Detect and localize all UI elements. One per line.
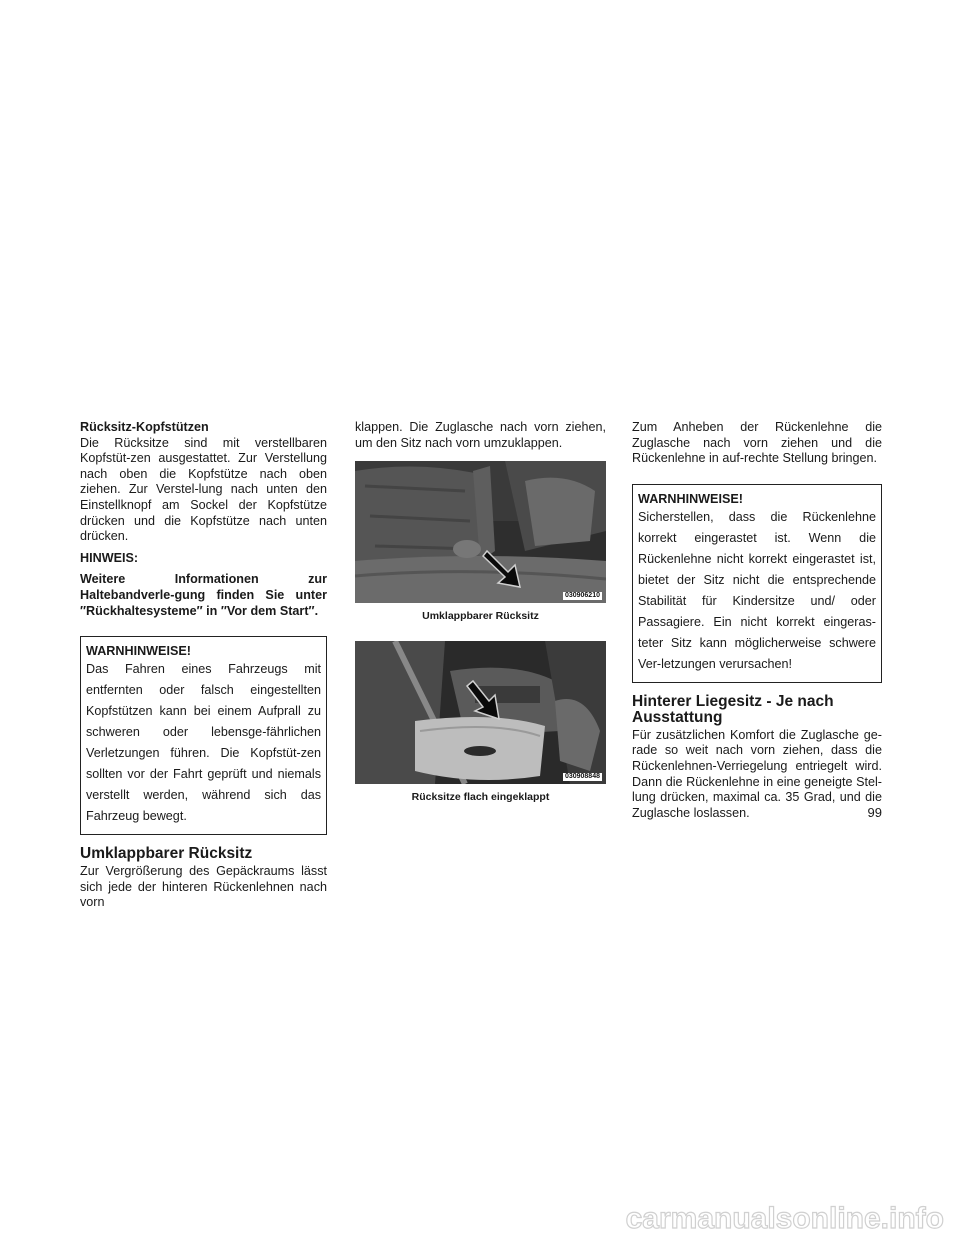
image-code: 030906210 [564, 592, 600, 600]
warning-text: Das Fahren eines Fahrzeugs mit entfernten oder falsch eingestellten Kopfstützen kann bei einem Aufprall zu schweren oder lebensge-fährlichen Verletzungen führen. Die Kopfstüt-zen sollten vor der Fahrt geprüft und niemals verstellt werden, während sich das Fahrzeug bewegt. [86, 662, 321, 824]
section-title-folding-seat: Umklappbarer Rücksitz [80, 845, 253, 863]
image-code: 030908848 [564, 772, 600, 780]
section-heading-headrests: Rücksitz-Kopfstützen [80, 420, 209, 434]
column-right [632, 420, 882, 821]
caption-seats-folded-flat: Rücksitze flach eingeklappt [411, 790, 550, 803]
warning-title: WARNHINWEISE! [638, 491, 743, 506]
paragraph-raise-backrest: Zum Anheben der Rückenlehne die Zuglasche nach vorn ziehen und die Rückenlehne in auf-rechte Stellung bringen. [632, 420, 882, 466]
image-folding-seat [355, 461, 606, 603]
warning-title: WARNHINWEISE! [86, 644, 191, 659]
note-label: HINWEIS: [80, 550, 139, 565]
column-left [80, 420, 327, 911]
svg-text:carmanualsonline.info: carmanualsonline.info [625, 1202, 944, 1235]
seat-photo-illustration [355, 461, 606, 603]
warning-text: Sicherstellen, dass die Rückenlehne korrekt eingerastet ist. Wenn die Rückenlehne nicht korrekt eingerastet ist, bietet der Sitz nicht die entsprechende Stabilität für Kindersitze und/ oder Passagiere. Ein nicht korrekt eingeras-teter Sitz kann möglicherweise schwere Ver-letzungen verursachen! [638, 509, 876, 671]
paragraph-fold-forward: klappen. Die Zuglasche nach vorn ziehen, um den Sitz nach vorn umzuklappen. [355, 420, 606, 450]
paragraph-headrests: Die Rücksitze sind mit verstellbaren Kopfstüt-zen ausgestattet. Zur Verstellung nach oben die Kopfstütze nach oben ziehen. Zur Verstel-lung nach unten den Einstellknopf am Sockel der Kopfstütze drücken und die Kopfstütze nach unten drücken. [80, 435, 327, 544]
page-number: 99 [867, 805, 882, 820]
column-middle [355, 420, 606, 821]
folded-seat-photo-illustration [355, 641, 606, 784]
section-title-reclining-seat: Hinterer Liegesitz - Je nach Ausstattung [632, 692, 834, 726]
warning-box-headrests [80, 636, 327, 835]
paragraph-reclining-seat: Für zusätzlichen Komfort die Zuglasche ge-rade so weit nach vorn ziehen, dass die Rückenlehnen-Verriegelung entriegelt wird. Dann die Rückenlehne in eine geneigte Stel-lung drücken, maximal ca. 35 Grad, und die Zuglasche loslassen. [632, 727, 882, 820]
warning-box-backrest [632, 484, 882, 683]
paragraph-folding-seat: Zur Vergrößerung des Gepäckraums lässt sich jede der hinteren Rückenlehnen nach vorn [80, 864, 327, 910]
note-text: Weitere Informationen zur Haltebandverle-gung finden Sie unter ″Rückhaltesysteme″ in ″Vor dem Start″. [80, 572, 327, 618]
caption-folding-seat: Umklappbarer Rücksitz [422, 610, 539, 623]
image-seats-folded-flat [355, 641, 606, 784]
